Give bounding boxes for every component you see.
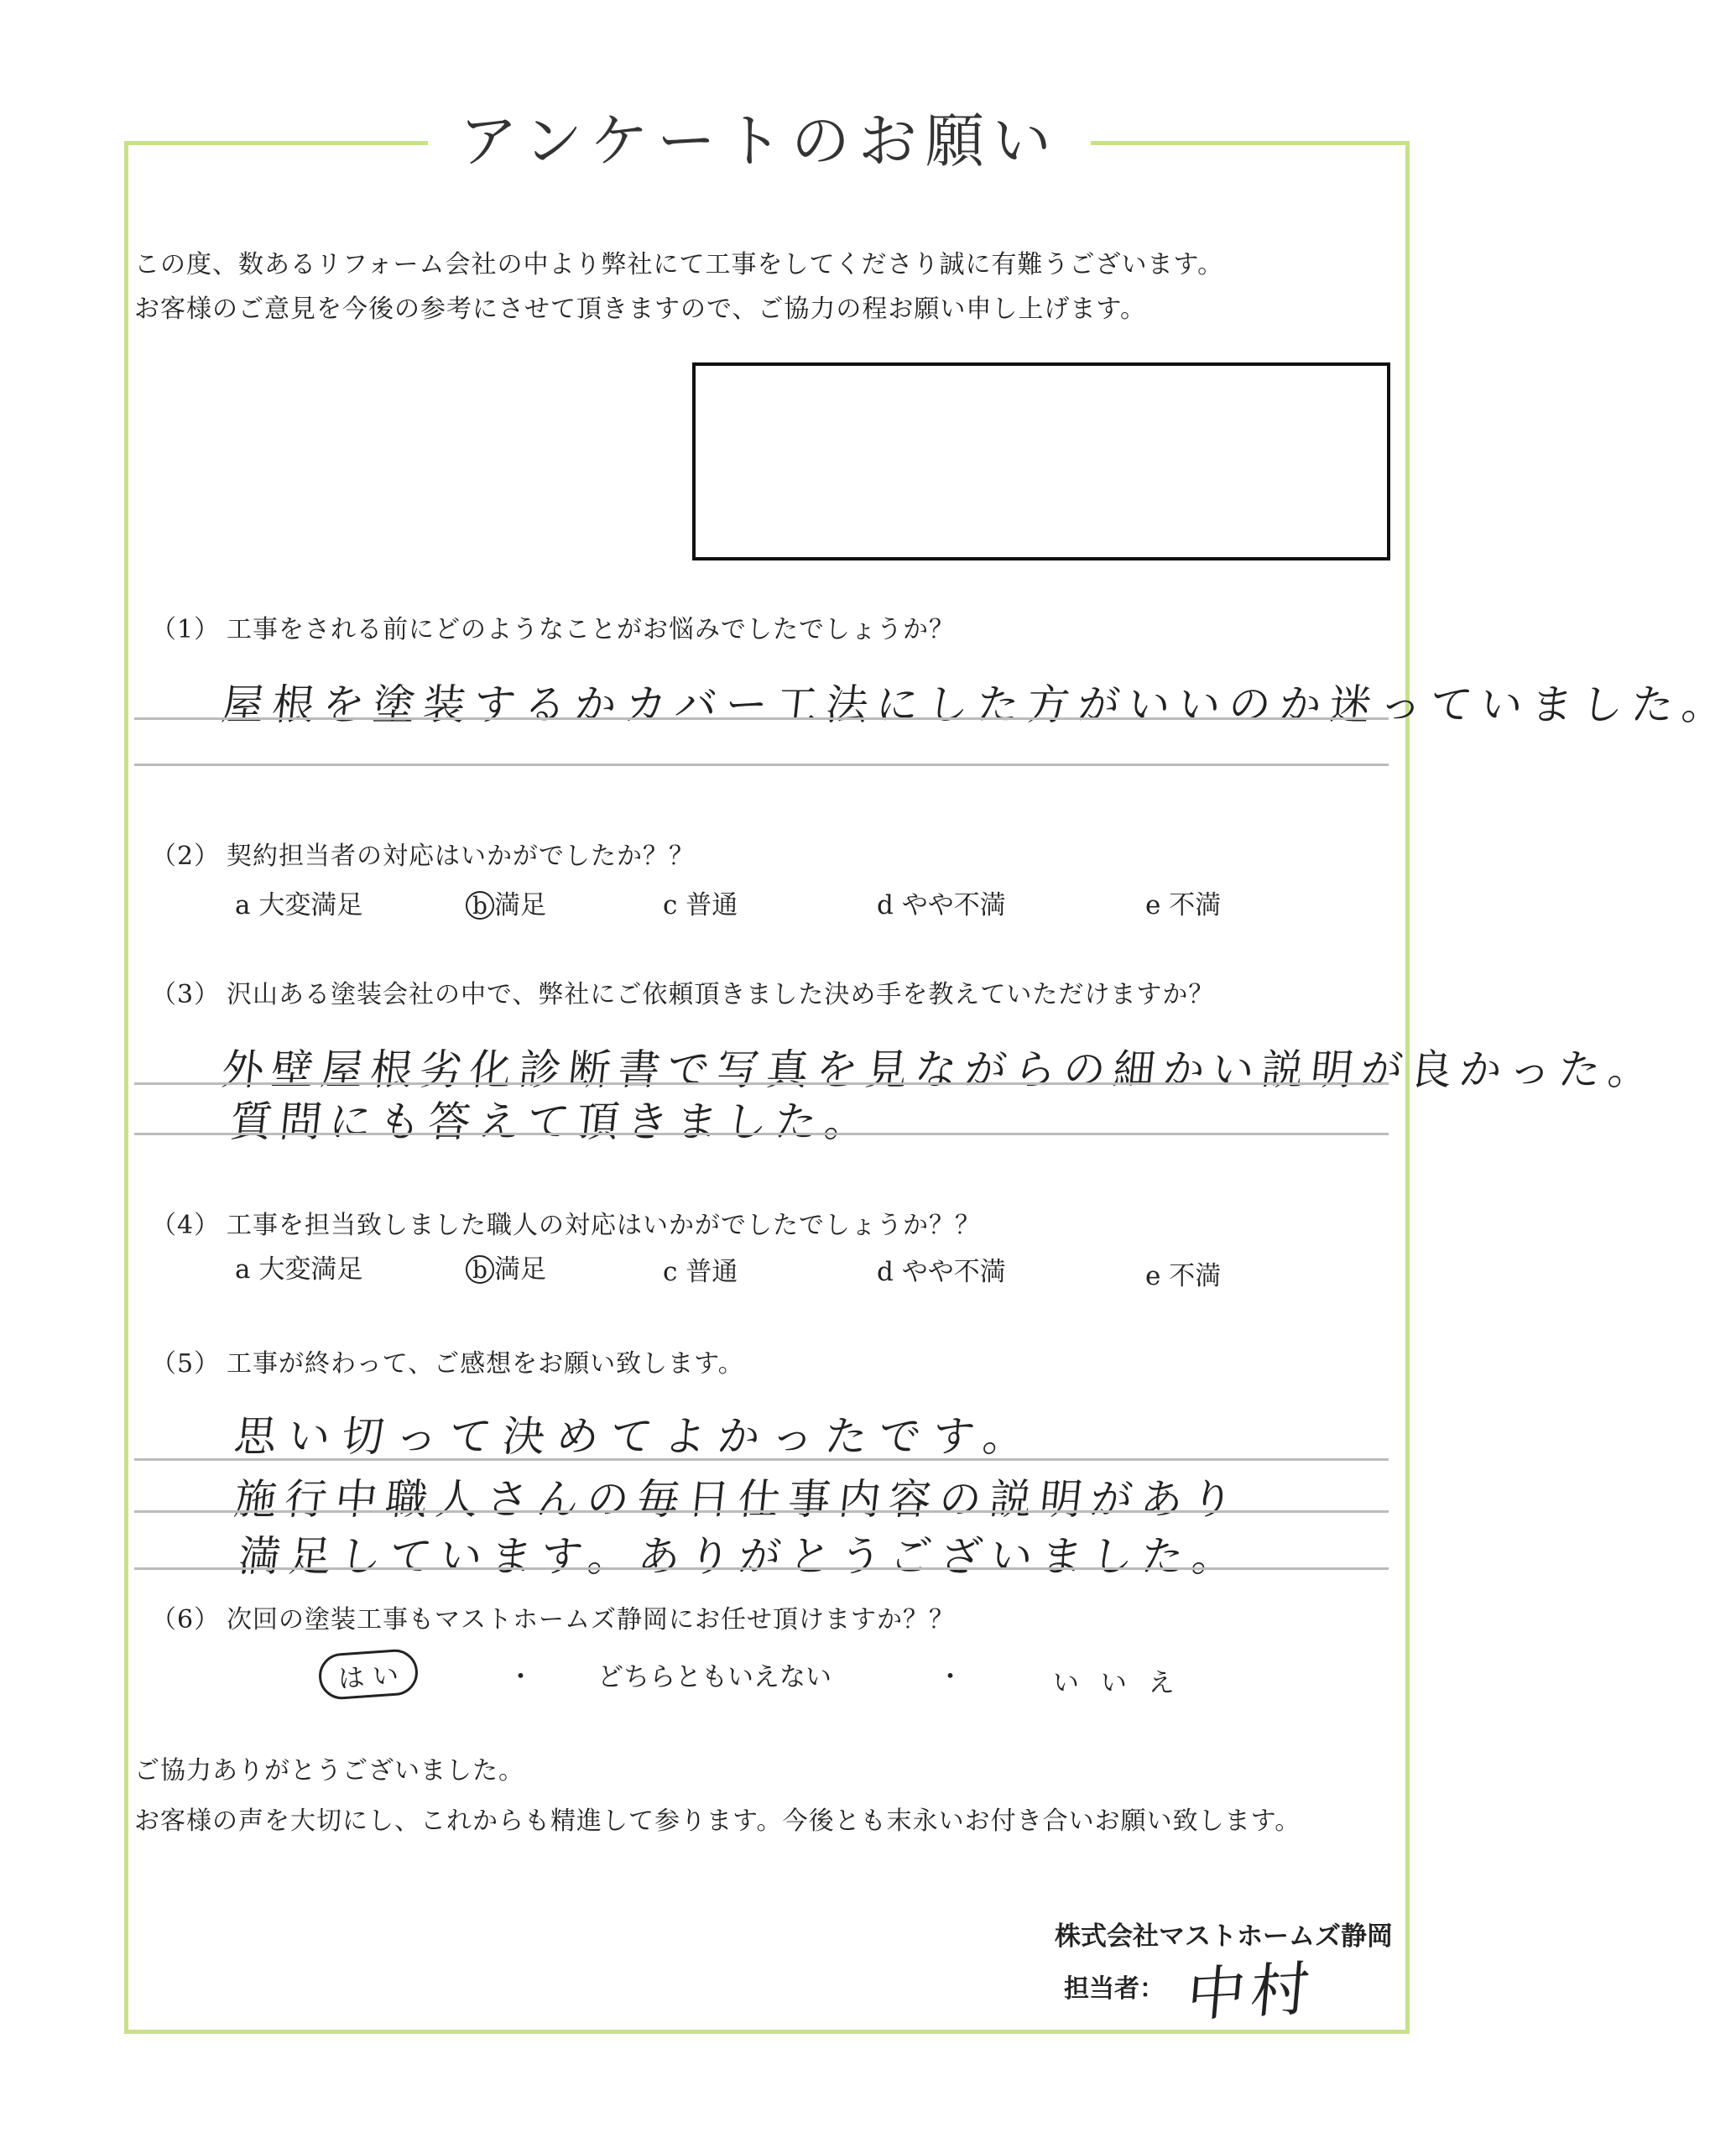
- answer-1: 屋根を塗装するかカバー工法にした方がいいのか迷っていました。: [219, 680, 1735, 729]
- selected-circle: b: [466, 1255, 494, 1284]
- selected-circle: b: [466, 891, 494, 920]
- option-d: d やや不満: [877, 890, 1006, 920]
- question-2: [151, 835, 695, 872]
- option-e: e 不満: [1145, 890, 1222, 920]
- option-yes-selected: [319, 1651, 418, 1697]
- question-4: [151, 1204, 981, 1241]
- option-c: c 普通: [663, 890, 738, 920]
- answer-line: [134, 1133, 1389, 1135]
- answer-line: [134, 1082, 1389, 1085]
- intro-line-1: この度、数あるリフォーム会社の中より弊社にて工事をしてくださり誠に有難うございます。: [134, 250, 1224, 279]
- separator-dot: ・: [508, 1662, 534, 1692]
- company-name: 株式会社マストホームズ静岡: [1055, 1921, 1393, 1952]
- question-5: [151, 1342, 744, 1379]
- option-label: 満足: [494, 1254, 546, 1285]
- option-b-selected: [466, 1248, 546, 1285]
- option-b-selected: [466, 884, 546, 921]
- answer-line: [134, 1567, 1389, 1570]
- customer-name-box: [692, 362, 1390, 560]
- answer-3-line-1: 外壁屋根劣化診断書で写真を見ながらの細かい説明が良かった。: [219, 1045, 1660, 1094]
- separator-dot: ・: [937, 1662, 963, 1692]
- answer-line: [134, 764, 1389, 766]
- question-text: 沢山ある塗装会社の中で、弊社にご依頼頂きました決め手を教えていただけますか？: [227, 980, 1215, 1009]
- answer-5-line-2: 施行中職人さんの毎日仕事内容の説明があり: [232, 1475, 1244, 1524]
- closing-line-1: ご協力ありがとうございました。: [134, 1756, 524, 1786]
- question-number: （1）: [151, 615, 221, 644]
- staff-label: 担当者：: [1064, 1974, 1165, 2004]
- question-number: （2）: [151, 842, 221, 871]
- question-number: （6）: [151, 1605, 221, 1634]
- option-no: い い え: [1053, 1668, 1181, 1698]
- question-text: 契約担当者の対応はいかがでしたか？？: [227, 842, 695, 871]
- question-text: 工事を担当致しました職人の対応はいかがでしたでしょうか？？: [227, 1211, 981, 1240]
- question-text: 工事が終わって、ご感想をお願い致します。: [227, 1349, 744, 1379]
- intro-line-2: お客様のご意見を今後の参考にさせて頂きますので、ご協力の程お願い申し上げます。: [134, 295, 1146, 324]
- question-6: [151, 1598, 955, 1635]
- answer-line: [134, 717, 1389, 720]
- answer-5-line-1: 思い切って決めてよかったです。: [232, 1412, 1040, 1461]
- option-a: a 大変満足: [235, 1254, 363, 1285]
- question-number: （4）: [151, 1211, 221, 1240]
- option-e: e 不満: [1145, 1261, 1222, 1291]
- question-number: （3）: [151, 980, 221, 1009]
- option-neither: どちらともいえない: [597, 1662, 832, 1692]
- option-a: a 大変満足: [235, 890, 363, 920]
- question-1: [151, 608, 955, 645]
- question-3: [151, 973, 1214, 1010]
- question-number: （5）: [151, 1349, 221, 1379]
- answer-3-line-2: 質問にも答えて頂きました。: [227, 1097, 877, 1146]
- option-c: c 普通: [663, 1257, 738, 1287]
- survey-title: アンケートのお願い: [428, 99, 1091, 183]
- closing-line-2: お客様の声を大切にし、これからも精進して参ります。今後とも末永いお付き合いお願い致します。: [134, 1807, 1301, 1836]
- selected-circle: は い: [317, 1648, 419, 1701]
- question-text: 次回の塗装工事もマストホームズ静岡にお任せ頂けますか？？: [227, 1605, 955, 1634]
- answer-5-line-3: 満足しています。ありがとうございました。: [236, 1532, 1245, 1581]
- answer-line: [134, 1458, 1389, 1461]
- option-d: d やや不満: [877, 1257, 1006, 1287]
- question-text: 工事をされる前にどのようなことがお悩みでしたでしょうか？: [227, 615, 955, 644]
- staff-signature: 中村: [1184, 1953, 1318, 2031]
- answer-line: [134, 1510, 1389, 1513]
- option-label: 満足: [494, 890, 546, 920]
